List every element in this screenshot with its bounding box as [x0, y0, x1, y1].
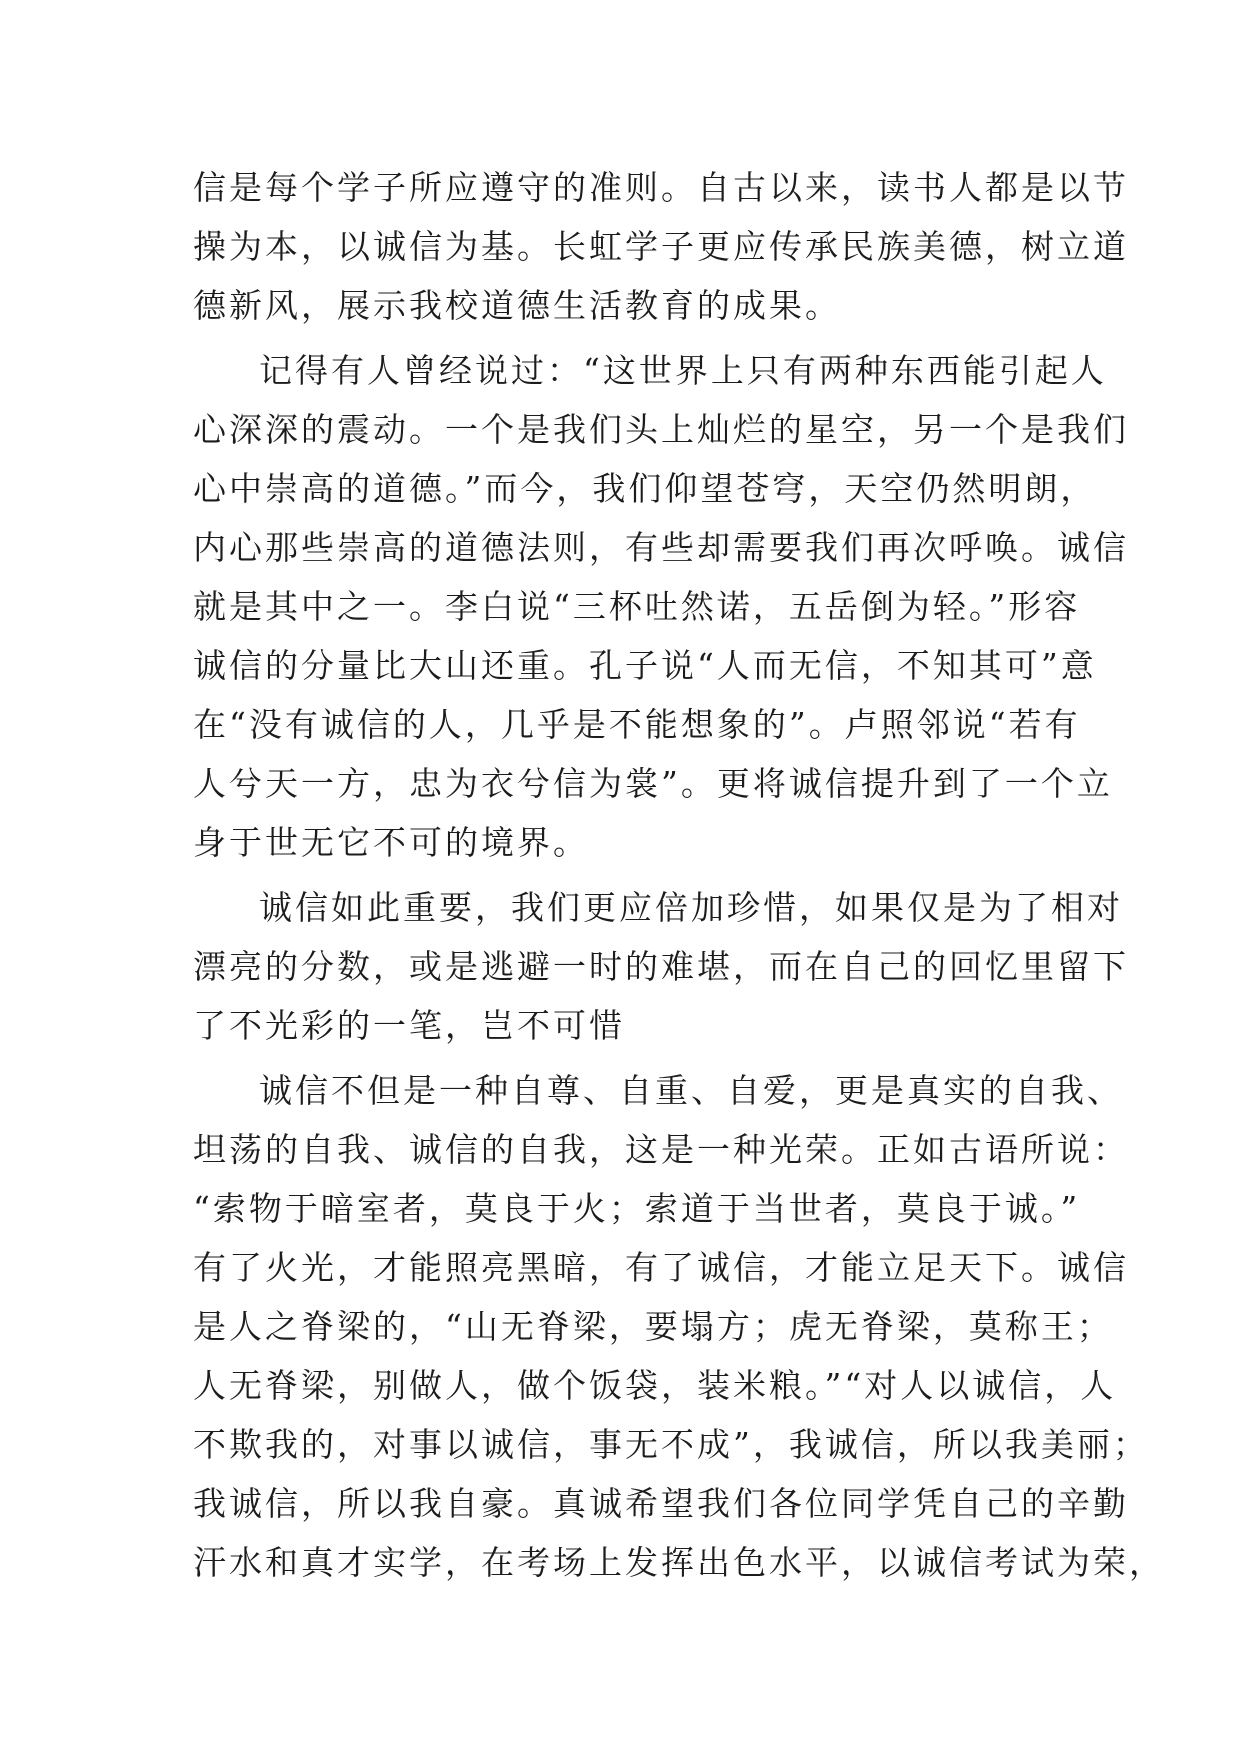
text-line: 汗水和真才实学，在考场上发挥出色水平，以诚信考试为荣， [193, 1543, 1165, 1582]
text-line: 操为本，以诚信为基。长虹学子更应传承民族美德，树立道 [193, 227, 1129, 266]
text-line: 不欺我的，对事以诚信，事无不成”，我诚信，所以我美丽； [193, 1425, 1149, 1464]
text-line: 诚信不但是一种自尊、自重、自爱，更是真实的自我、 [259, 1071, 1123, 1110]
text-line: 是人之脊梁的，“山无脊梁，要塌方；虎无脊梁，莫称王； [193, 1307, 1113, 1346]
text-line: 了不光彩的一笔，岂不可惜 [193, 1006, 625, 1045]
text-line: 心中崇高的道德。”而今，我们仰望苍穹，天空仍然明朗， [193, 469, 1097, 508]
text-line: 心深深的震动。一个是我们头上灿烂的星空，另一个是我们 [193, 410, 1129, 449]
body-text [193, 158, 1165, 1592]
text-line: 漂亮的分数，或是逃避一时的难堪，而在自己的回忆里留下 [193, 947, 1129, 986]
text-line: 德新风，展示我校道德生活教育的成果。 [193, 286, 841, 325]
paragraph-3 [193, 878, 1129, 1055]
text-line: 内心那些崇高的道德法则，有些却需要我们再次呼唤。诚信 [193, 528, 1129, 567]
text-line: 我诚信，所以我自豪。真诚希望我们各位同学凭自己的辛勤 [193, 1484, 1129, 1523]
text-line: “索物于暗室者，莫良于火；索道于当世者，莫良于诚。” [193, 1189, 1081, 1228]
text-line: 信是每个学子所应遵守的准则。自古以来，读书人都是以节 [193, 168, 1129, 207]
text-line: 人无脊梁，别做人，做个饭袋，装米粮。”“对人以诚信，人 [193, 1366, 1117, 1405]
paragraph-1 [193, 158, 1129, 335]
text-line: 就是其中之一。李白说“三杯吐然诺，五岳倒为轻。”形容 [193, 587, 1081, 626]
text-line: 坦荡的自我、诚信的自我，这是一种光荣。正如古语所说： [193, 1130, 1129, 1169]
text-line: 诚信的分量比大山还重。孔子说“人而无信，不知其可”意 [193, 646, 1097, 685]
text-line: 在“没有诚信的人，几乎是不能想象的”。卢照邻说“若有 [193, 705, 1081, 744]
text-line: 身于世无它不可的境界。 [193, 823, 589, 862]
text-line: 诚信如此重要，我们更应倍加珍惜，如果仅是为了相对 [259, 888, 1123, 927]
paragraph-4 [193, 1061, 1165, 1592]
text-line: 人兮天一方，忠为衣兮信为裳”。更将诚信提升到了一个立 [193, 764, 1113, 803]
text-line: 记得有人曾经说过：“这世界上只有两种东西能引起人 [259, 351, 1107, 390]
text-line: 有了火光，才能照亮黑暗，有了诚信，才能立足天下。诚信 [193, 1248, 1129, 1287]
paragraph-2 [193, 341, 1129, 872]
